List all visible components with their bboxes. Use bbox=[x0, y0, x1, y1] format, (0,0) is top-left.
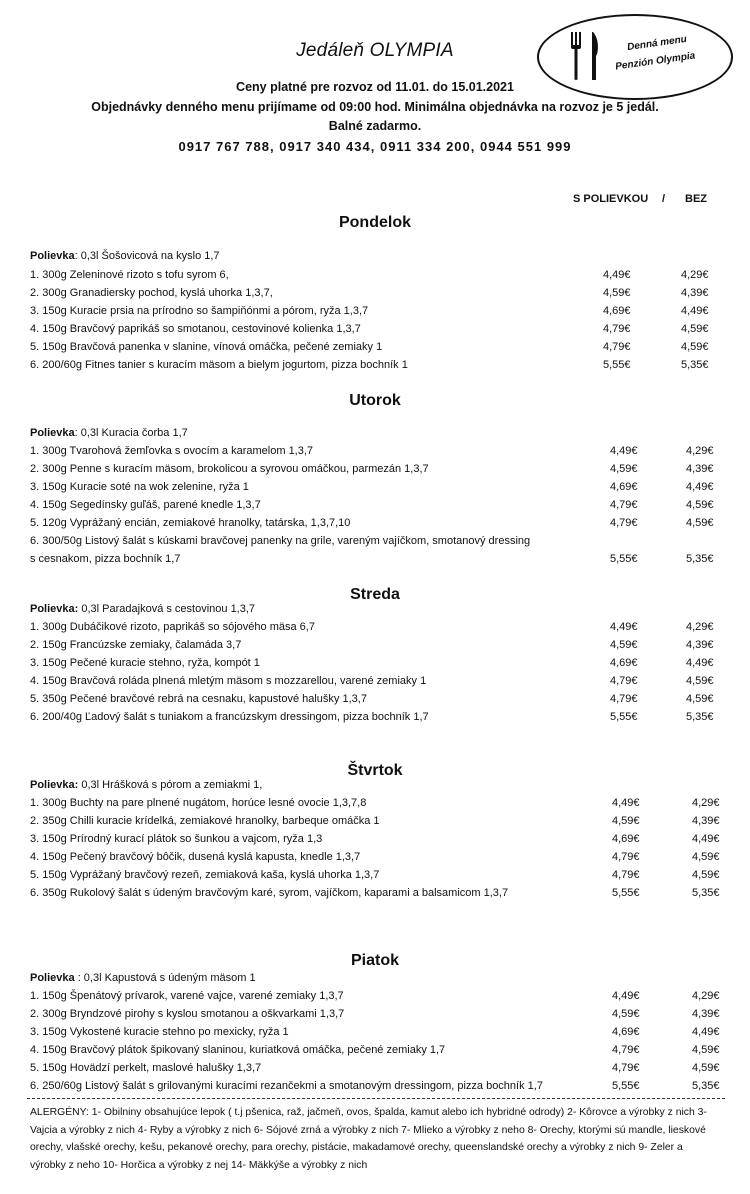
price-without-soup: 5,35€ bbox=[686, 553, 714, 565]
menu-item: 4. 150g Bravčový plátok špikovaný slaninou, kuriatková omáčka, pečené zemiaky 1,7 bbox=[30, 1044, 446, 1056]
menu-item: 6. 200/60g Fitnes tanier s kuracím mäsom a bielym jogurtom, pizza bochník 1 bbox=[30, 359, 408, 371]
day-title: Pondelok bbox=[338, 214, 411, 231]
packaging-note: Balné zadarmo. bbox=[328, 119, 422, 133]
menu-item: 3. 150g Kuracie prsia na prírodno so šampiňónmi a pórom, ryža 1,3,7 bbox=[30, 305, 369, 317]
soup-line bbox=[30, 250, 220, 262]
soup-name: : 0,3l Kuracia čorba 1,7 bbox=[74, 427, 188, 439]
menu-item: 5. 120g Vyprážaný encián, zemiakové hranolky, tatárska, 1,3,7,10 bbox=[30, 517, 351, 529]
price-without-soup: 4,29€ bbox=[686, 445, 714, 457]
price-with-soup: 4,59€ bbox=[610, 463, 638, 475]
menu-item: 5. 150g Bravčová panenka v slanine, vínová omáčka, pečené zemiaky 1 bbox=[30, 341, 383, 353]
price-without-soup: 4,59€ bbox=[681, 341, 709, 353]
menu-item: 3. 150g Prírodný kurací plátok so šunkou a vajcom, ryža 1,3 bbox=[30, 833, 323, 845]
menu-item-continued: s cesnakom, pizza bochník 1,7 bbox=[30, 553, 181, 565]
price-with-soup: 5,55€ bbox=[603, 359, 631, 371]
validity-line: Ceny platné pre rozvoz od 11.01. do 15.01.2021 bbox=[236, 80, 514, 94]
price-without-soup: 4,59€ bbox=[681, 323, 709, 335]
logo-line-2: Penzión Olympia bbox=[614, 50, 696, 73]
price-with-soup: 4,79€ bbox=[612, 1044, 640, 1056]
day-title: Streda bbox=[350, 586, 400, 603]
menu-item: 1. 300g Tvarohová žemľovka s ovocím a karamelom 1,3,7 bbox=[30, 445, 314, 457]
price-with-soup: 4,69€ bbox=[610, 481, 638, 493]
menu-item: 6. 250/60g Listový šalát s grilovanými kuracími rezančekmi a smotanovým dressingom, pizza bochník 1,7 bbox=[30, 1080, 543, 1092]
day-title: Štvrtok bbox=[347, 762, 403, 779]
price-without-soup: 4,59€ bbox=[686, 693, 714, 705]
column-without-soup: BEZ bbox=[685, 193, 707, 205]
price-with-soup: 4,79€ bbox=[610, 517, 638, 529]
soup-line bbox=[30, 779, 262, 791]
column-separator: / bbox=[662, 193, 666, 205]
price-without-soup: 4,39€ bbox=[692, 815, 720, 827]
price-with-soup: 4,59€ bbox=[612, 815, 640, 827]
menu-item: 1. 300g Buchty na pare plnené nugátom, horúce lesné ovocie 1,3,7,8 bbox=[30, 797, 367, 809]
menu-item: 1. 300g Dubáčikové rizoto, paprikáš so sójového mäsa 6,7 bbox=[30, 621, 315, 633]
soup-name: 0,3l Hrášková s pórom a zemiakmi 1, bbox=[78, 779, 263, 791]
day-title: Utorok bbox=[349, 392, 401, 409]
price-with-soup: 4,59€ bbox=[610, 639, 638, 651]
soup-label: Polievka bbox=[30, 427, 75, 439]
logo-line-1: Denná menu bbox=[626, 33, 688, 54]
soup-line bbox=[30, 972, 256, 984]
price-with-soup: 4,79€ bbox=[612, 1062, 640, 1074]
menu-item: 1. 300g Zeleninové rizoto s tofu syrom 6, bbox=[30, 269, 229, 281]
menu-item: 5. 150g Vyprážaný bravčový rezeň, zemiaková kaša, kyslá uhorka 1,3,7 bbox=[30, 869, 380, 881]
price-without-soup: 4,49€ bbox=[692, 833, 720, 845]
menu-item: 4. 150g Bravčový paprikáš so smotanou, cestovinové kolienka 1,3,7 bbox=[30, 323, 361, 335]
menu-item: 4. 150g Bravčová roláda plnená mletým mäsom s mozzarellou, varené zemiaky 1 bbox=[30, 675, 427, 687]
price-with-soup: 4,49€ bbox=[612, 990, 640, 1002]
price-without-soup: 4,29€ bbox=[681, 269, 709, 281]
menu-item: 6. 300/50g Listový šalát s kúskami bravčovej panenky na grile, vareným vajíčkom, smotanový dressing bbox=[30, 535, 531, 547]
price-without-soup: 4,39€ bbox=[692, 1008, 720, 1020]
price-with-soup: 4,79€ bbox=[610, 693, 638, 705]
price-with-soup: 4,79€ bbox=[610, 499, 638, 511]
price-without-soup: 4,49€ bbox=[686, 657, 714, 669]
soup-name: 0,3l Paradajková s cestovinou 1,3,7 bbox=[78, 603, 256, 615]
menu-item: 2. 300g Granadiersky pochod, kyslá uhorka 1,3,7, bbox=[30, 287, 273, 299]
price-without-soup: 5,35€ bbox=[686, 711, 714, 723]
price-without-soup: 4,59€ bbox=[692, 1044, 720, 1056]
price-without-soup: 4,29€ bbox=[692, 797, 720, 809]
menu-item: 4. 150g Pečený bravčový bôčik, dusená kyslá kapusta, knedle 1,3,7 bbox=[30, 851, 361, 863]
soup-name: : 0,3l Kapustová s údeným mäsom 1 bbox=[74, 972, 256, 984]
allergen-divider bbox=[27, 1098, 725, 1099]
price-without-soup: 4,59€ bbox=[686, 517, 714, 529]
price-without-soup: 5,35€ bbox=[681, 359, 709, 371]
menu-item: 2. 300g Penne s kuracím mäsom, brokolicou a syrovou omáčkou, parmezán 1,3,7 bbox=[30, 463, 429, 475]
price-without-soup: 4,59€ bbox=[692, 869, 720, 881]
menu-item: 1. 150g Špenátový prívarok, varené vajce, varené zemiaky 1,3,7 bbox=[30, 990, 344, 1002]
price-with-soup: 5,55€ bbox=[612, 887, 640, 899]
price-with-soup: 4,69€ bbox=[610, 657, 638, 669]
price-with-soup: 4,49€ bbox=[610, 445, 638, 457]
price-with-soup: 4,59€ bbox=[612, 1008, 640, 1020]
price-without-soup: 4,39€ bbox=[681, 287, 709, 299]
price-with-soup: 4,69€ bbox=[612, 833, 640, 845]
menu-item: 6. 350g Rukolový šalát s údeným bravčovým karé, syrom, vajíčkom, kaparami a balsamicom 1,3,7 bbox=[30, 887, 509, 899]
price-with-soup: 4,59€ bbox=[603, 287, 631, 299]
price-with-soup: 4,49€ bbox=[603, 269, 631, 281]
price-without-soup: 4,59€ bbox=[686, 499, 714, 511]
soup-label: Polievka bbox=[30, 250, 75, 262]
menu-item: 3. 150g Pečené kuracie stehno, ryža, kompót 1 bbox=[30, 657, 260, 669]
price-without-soup: 4,39€ bbox=[686, 463, 714, 475]
allergen-note: ALERGÉNY: 1- Obilniny obsahujúce lepok ( t.j pšenica, raž, jačmeň, ovos, špalda, kamut alebo ich hybridné odrody) 2- Kôrovce a výrobky z nich 3- Vajcia a výrobky z nich 4- Ryby a výrobky z nich 6- Sójové zrná a výrobky z nich 7- Mlieko a výrobky z neho 8- Orechy, ktorými sú mandle, lieskové orechy, vlašské orechy, kešu, pekanové orechy, para orechy, pistácie, makadamové orechy, queenslandské orechy a výrobky z nich 9- Zeler a výrobky z neho 10- Horčica a výrobky z nej 14- Mäkkýše a výrobky z nich bbox=[30, 1107, 707, 1171]
price-without-soup: 4,39€ bbox=[686, 639, 714, 651]
price-without-soup: 4,49€ bbox=[686, 481, 714, 493]
phone-numbers: 0917 767 788, 0917 340 434, 0911 334 200, 0944 551 999 bbox=[178, 139, 572, 154]
menu-item: 4. 150g Segedínsky guľáš, parené knedle 1,3,7 bbox=[30, 499, 261, 511]
price-with-soup: 4,69€ bbox=[603, 305, 631, 317]
price-without-soup: 4,29€ bbox=[686, 621, 714, 633]
price-with-soup: 4,79€ bbox=[610, 675, 638, 687]
menu-item: 2. 150g Francúzske zemiaky, čalamáda 3,7 bbox=[30, 639, 242, 651]
menu-item: 3. 150g Kuracie soté na wok zelenine, ryža 1 bbox=[30, 481, 249, 493]
order-info: Objednávky denného menu prijímame od 09:00 hod. Minimálna objednávka na rozvoz je 5 jedál. bbox=[91, 100, 659, 114]
price-with-soup: 5,55€ bbox=[610, 711, 638, 723]
menu-item: 5. 150g Hovädzí perkelt, maslové halušky 1,3,7 bbox=[30, 1062, 262, 1074]
price-without-soup: 5,35€ bbox=[692, 1080, 720, 1092]
price-without-soup: 4,59€ bbox=[692, 1062, 720, 1074]
price-with-soup: 4,79€ bbox=[612, 851, 640, 863]
price-without-soup: 4,59€ bbox=[692, 851, 720, 863]
menu-item: 2. 350g Chilli kuracie krídelká, zemiakové hranolky, barbeque omáčka 1 bbox=[30, 815, 380, 827]
soup-line bbox=[30, 427, 188, 439]
price-without-soup: 4,49€ bbox=[681, 305, 709, 317]
soup-label: Polievka: bbox=[30, 603, 79, 615]
price-with-soup: 5,55€ bbox=[610, 553, 638, 565]
day-title: Piatok bbox=[350, 952, 399, 969]
price-with-soup: 4,79€ bbox=[603, 341, 631, 353]
price-with-soup: 4,49€ bbox=[612, 797, 640, 809]
column-with-soup: S POLIEVKOU bbox=[573, 193, 649, 205]
price-with-soup: 4,79€ bbox=[603, 323, 631, 335]
menu-item: 2. 300g Bryndzové pirohy s kyslou smotanou a oškvarkami 1,3,7 bbox=[30, 1008, 345, 1020]
price-without-soup: 4,49€ bbox=[692, 1026, 720, 1038]
price-without-soup: 4,59€ bbox=[686, 675, 714, 687]
menu-item: 3. 150g Vykostené kuracie stehno po mexicky, ryža 1 bbox=[30, 1026, 289, 1038]
price-with-soup: 4,79€ bbox=[612, 869, 640, 881]
soup-label: Polievka bbox=[30, 972, 75, 984]
page-title: Jedáleň OLYMPIA bbox=[296, 40, 454, 61]
price-without-soup: 5,35€ bbox=[692, 887, 720, 899]
menu-item: 6. 200/40g Ľadový šalát s tuniakom a francúzskym dressingom, pizza bochník 1,7 bbox=[30, 711, 429, 723]
price-with-soup: 4,49€ bbox=[610, 621, 638, 633]
menu-item: 5. 350g Pečené bravčové rebrá na cesnaku, kapustové halušky 1,3,7 bbox=[30, 693, 367, 705]
soup-name: : 0,3l Šošovicová na kyslo 1,7 bbox=[74, 250, 220, 262]
soup-label: Polievka: bbox=[30, 779, 79, 791]
price-with-soup: 5,55€ bbox=[612, 1080, 640, 1092]
price-with-soup: 4,69€ bbox=[612, 1026, 640, 1038]
price-without-soup: 4,29€ bbox=[692, 990, 720, 1002]
soup-line bbox=[30, 603, 255, 615]
